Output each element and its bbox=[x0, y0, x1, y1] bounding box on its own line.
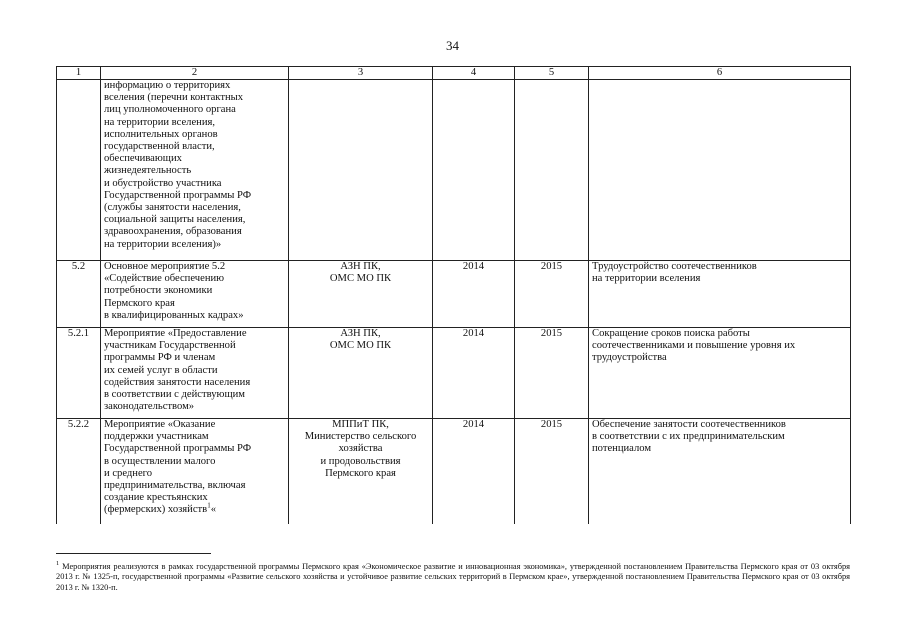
table-row bbox=[57, 80, 851, 261]
footnote bbox=[56, 559, 850, 593]
expected-result: Сокращение сроков поиска работы соотечественниками и повышение уровня их трудоустройства bbox=[589, 328, 851, 419]
activities-table bbox=[56, 66, 851, 524]
expected-result: Обеспечение занятости соотечественников в соответствии с их предпринимательским потенциалом bbox=[589, 419, 851, 525]
footnote-divider bbox=[56, 553, 211, 554]
start-year bbox=[433, 80, 515, 261]
table-row bbox=[57, 419, 851, 525]
footnote-marker: 1 bbox=[56, 560, 60, 567]
end-year: 2015 bbox=[515, 419, 589, 525]
activity-name: Основное мероприятие 5.2 «Содействие обеспечению потребности экономики Пермского края в квалифицированных кадрах» bbox=[101, 261, 289, 328]
page-number: 34 bbox=[446, 38, 459, 53]
start-year: 2014 bbox=[433, 419, 515, 525]
activity-name: Мероприятие «Оказание поддержки участникам Государственной программы РФ в осуществлении малого и среднего предпринимательства, включая создание крестьянских (фермерских) хозяйств$^1$« bbox=[101, 419, 289, 525]
start-year: 2014 bbox=[433, 328, 515, 419]
column-header: 5 bbox=[515, 67, 589, 80]
column-header: 6 bbox=[589, 67, 851, 80]
executor: АЗН ПК, ОМС МО ПК bbox=[289, 328, 433, 419]
activity-name: Мероприятие «Предоставление участникам Государственной программы РФ и членам их семей услуг в области содействия занятости населения в соответствии с действующим законодательством» bbox=[101, 328, 289, 419]
end-year: 2015 bbox=[515, 261, 589, 328]
row-number bbox=[57, 80, 101, 261]
expected-result bbox=[589, 80, 851, 261]
table-row bbox=[57, 328, 851, 419]
activity-name: информацию о территориях вселения (перечни контактных лиц уполномоченного органа на территории вселения, исполнительных органов государственной власти, обеспечивающих жизнедеятельность и обустройство участника Государственной программы РФ (службы занятости населения, социальной защиты населения, здравоохранения, образования на территории вселения)» bbox=[101, 80, 289, 261]
executor bbox=[289, 80, 433, 261]
column-header: 1 bbox=[57, 67, 101, 80]
column-header: 4 bbox=[433, 67, 515, 80]
table-header-row bbox=[57, 67, 851, 80]
executor: МППиТ ПК, Министерство сельского хозяйства и продовольствия Пермского края bbox=[289, 419, 433, 525]
expected-result: Трудоустройство соотечественников на территории вселения bbox=[589, 261, 851, 328]
column-header: 2 bbox=[101, 67, 289, 80]
executor: АЗН ПК, ОМС МО ПК bbox=[289, 261, 433, 328]
row-number: 5.2.1 bbox=[57, 328, 101, 419]
row-number: 5.2 bbox=[57, 261, 101, 328]
footnote-text: Мероприятия реализуются в рамках государственной программы Пермского края «Экономическое развитие и инновационная экономика», утвержденной постановлением Правительства Пермского края от 03 октября 2013 г. № 1325-п, государственной программы «Развитие сельского хозяйства и устойчивое развитие сельских территорий в Пермском крае», утвержденной постановлением Правительства Пермского края от 03 октября 2013 г. № 1320-п. bbox=[56, 561, 850, 592]
end-year: 2015 bbox=[515, 328, 589, 419]
row-number: 5.2.2 bbox=[57, 419, 101, 525]
end-year bbox=[515, 80, 589, 261]
column-header: 3 bbox=[289, 67, 433, 80]
table-row bbox=[57, 261, 851, 328]
start-year: 2014 bbox=[433, 261, 515, 328]
footnote-ref: 1 bbox=[207, 501, 211, 510]
